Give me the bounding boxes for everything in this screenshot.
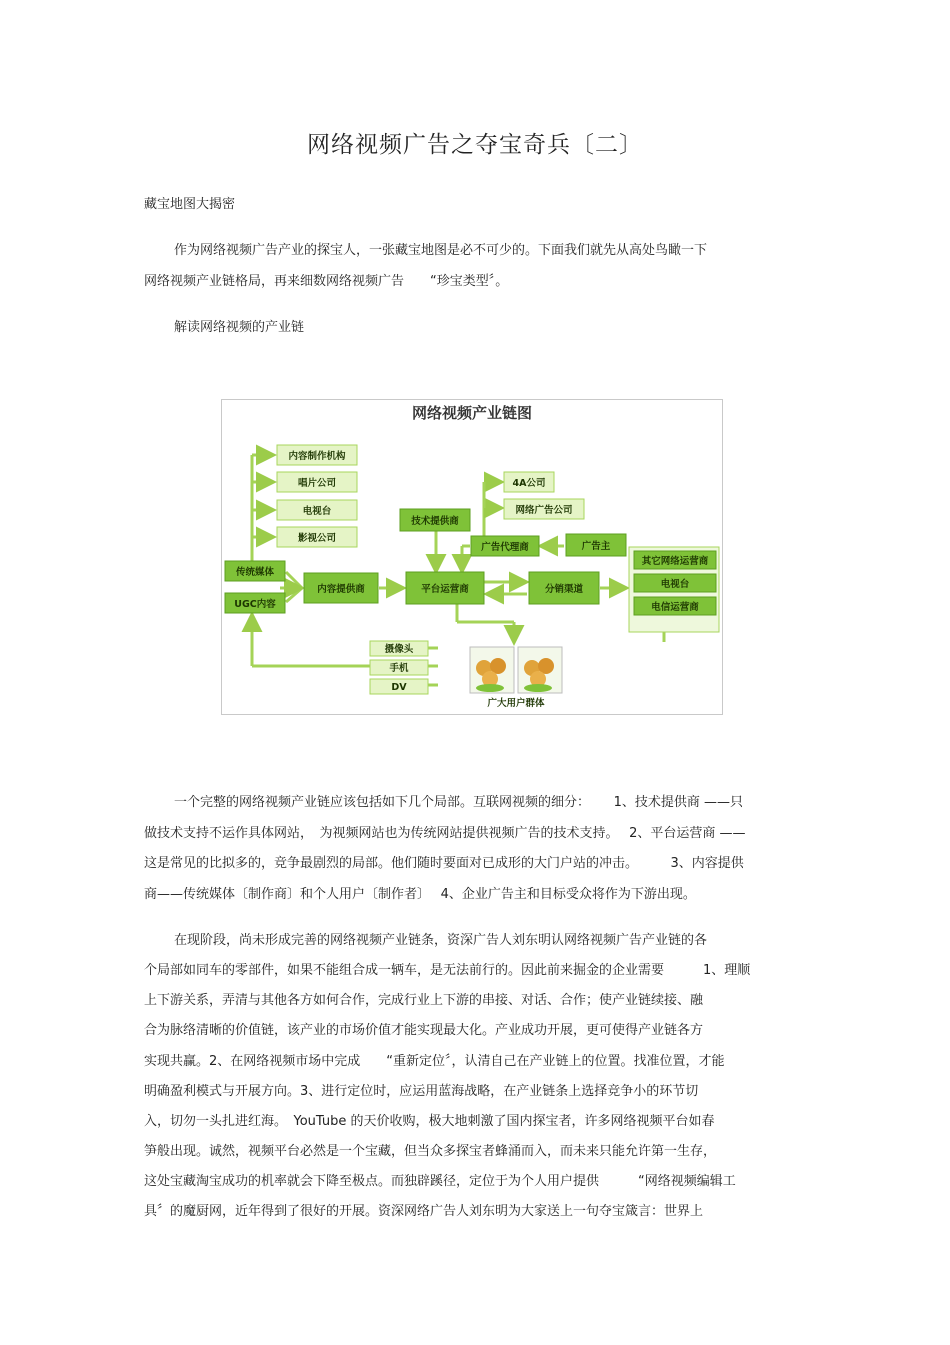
- para2-line-4: 合为脉络清晰的价值链，该产业的市场价值才能实现最大化。产业成功开展，更可使得产业链各方: [144, 1023, 704, 1038]
- box-channel-3: 电信运营商: [651, 602, 699, 613]
- para2-line-7: 入，切勿一头扎进红海。 YouTube 的天价收购，极大地刺激了国内探宝者，许多网络视频平台如春: [144, 1114, 715, 1129]
- para2-line-9: 这处宝藏淘宝成功的机率就会下降至极点。而独辟蹊径，定位于为个人用户提供 “网络视频编辑工: [144, 1174, 736, 1189]
- page-title: 网络视频广告之夺宝奇兵〔二〕: [307, 132, 643, 158]
- section-heading-chain: 解读网络视频的产业链: [174, 320, 305, 335]
- users-icon: [470, 647, 562, 693]
- box-ugc: UGC内容: [234, 599, 276, 610]
- box-tech-provider: 技术提供商: [411, 516, 459, 527]
- para2-line-1: 在现阶段，尚未形成完善的网络视频产业链条，资深广告人刘东明认网络视频广告产业链的各: [174, 933, 708, 948]
- box-platform: 平台运营商: [421, 584, 469, 595]
- box-producer-3: 电视台: [302, 506, 332, 517]
- para1-line-4: 商——传统媒体〔制作商〕和个人用户〔制作者〕 4、企业广告主和目标受众将作为下游出现。: [144, 887, 696, 902]
- para2-line-3: 上下游关系，弄清与其他各方如何合作，完成行业上下游的串接、对话、合作；使产业链续接、融: [144, 993, 704, 1008]
- box-producer-1: 内容制作机构: [288, 451, 346, 462]
- para1-line-3: 这是常见的比拟多的，竞争最剧烈的局部。他们随时要面对已成形的大门户站的冲击。 3、内容提供: [144, 856, 744, 871]
- intro-line-2: 网络视频产业链格局，再来细数网络视频广告 “珍宝类型〞。: [144, 274, 509, 289]
- box-producer-4: 影视公司: [297, 533, 337, 544]
- section-heading-map: 藏宝地图大揭密: [144, 197, 236, 212]
- para2-line-2: 个局部如同车的零部件，如果不能组合成一辆车，是无法前行的。因此前来掘金的企业需要 1、理顺: [144, 963, 751, 978]
- box-online-agency: 网络广告公司: [515, 505, 573, 516]
- box-traditional-media: 传统媒体: [235, 567, 275, 578]
- box-ad-agent: 广告代理商: [481, 542, 529, 553]
- box-4a: 4A公司: [512, 478, 546, 489]
- users-label: 广大用户群体: [487, 698, 545, 709]
- intro-line-1: 作为网络视频广告产业的探宝人，一张藏宝地图是必不可少的。下面我们就先从高处鸟瞰一下: [174, 243, 708, 258]
- para2-line-6: 明确盈利模式与开展方向。3、进行定位时，应运用蓝海战略，在产业链条上选择竞争小的环节切: [144, 1084, 699, 1099]
- box-producer-2: 唱片公司: [297, 478, 337, 489]
- box-device-phone: 手机: [389, 663, 409, 674]
- box-content-provider: 内容提供商: [317, 584, 365, 595]
- box-advertiser: 广告主: [581, 541, 611, 552]
- para2-line-5: 实现共赢。2、在网络视频市场中完成 “重新定位〞，认清自己在产业链上的位置。找准位置，才能: [144, 1054, 725, 1069]
- industry-chain-diagram: [221, 399, 723, 715]
- box-distribution: 分销渠道: [544, 584, 584, 595]
- box-device-camera: 摄像头: [384, 644, 414, 655]
- para2-line-10: 具〞的魔厨网，近年得到了很好的开展。资深网络广告人刘东明为大家送上一句夺宝箴言：世界上: [144, 1204, 704, 1219]
- box-channel-2: 电视台: [660, 579, 690, 590]
- para2-line-8: 笋般出现。诚然，视频平台必然是一个宝藏，但当众多探宝者蜂涌而入，而未来只能允许第一生存，: [144, 1144, 717, 1159]
- box-device-dv: DV: [391, 682, 407, 693]
- box-channel-1: 其它网络运营商: [641, 556, 709, 567]
- diagram-title: 网络视频产业链图: [411, 404, 533, 422]
- para1-line-2: 做技术支持不运作具体网站， 为视频网站也为传统网站提供视频广告的技术支持。 2、平台运营商 ——: [144, 826, 746, 841]
- para1-line-1: 一个完整的网络视频产业链应该包括如下几个局部。互联网视频的细分： 1、技术提供商 ——只: [174, 795, 744, 810]
